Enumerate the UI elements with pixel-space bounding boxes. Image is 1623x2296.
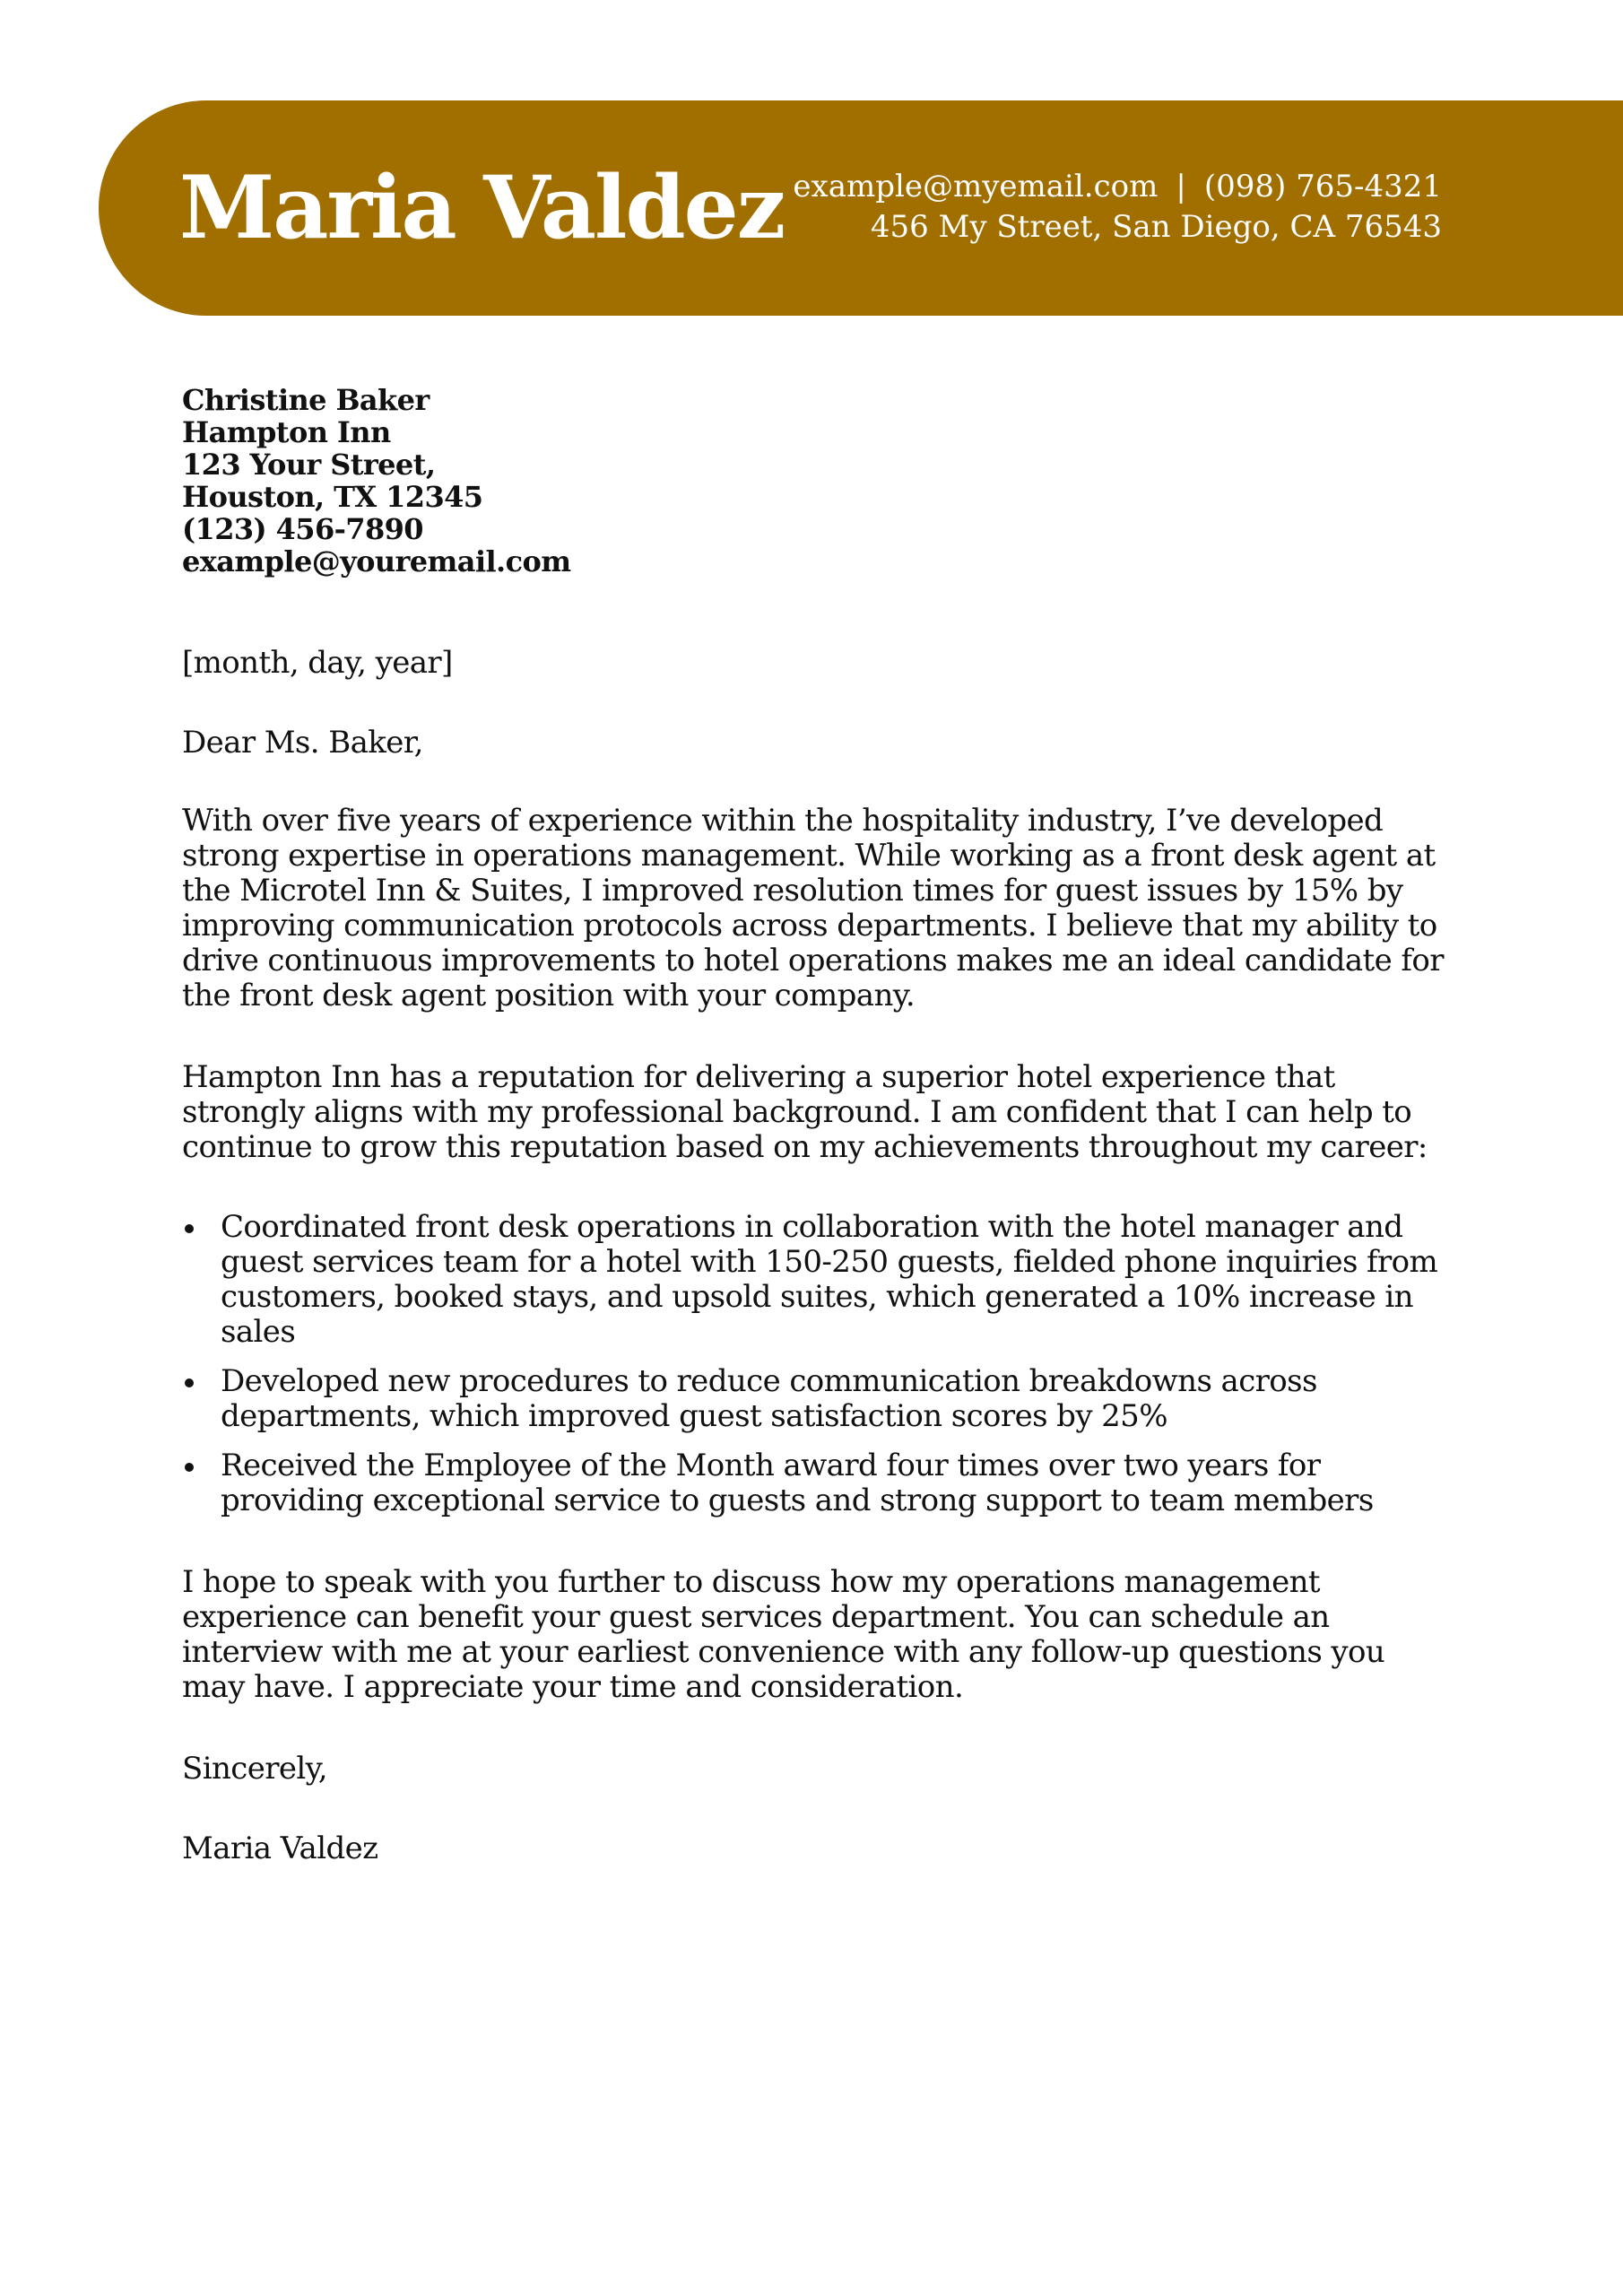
sender-contact — [793, 167, 1442, 248]
sender-address: 456 My Street, San Diego, CA 76543 — [870, 209, 1442, 245]
contact-separator: | — [1176, 169, 1186, 204]
bullet-dot-icon — [185, 1463, 194, 1472]
recipient-street: 123 Your Street, — [182, 448, 436, 482]
signature: Maria Valdez — [182, 1831, 378, 1866]
recipient-city: Houston, TX 12345 — [182, 480, 483, 514]
salutation: Dear Ms. Baker, — [182, 725, 423, 761]
sender-phone: (098) 765-4321 — [1203, 169, 1442, 204]
bullet-dot-icon — [185, 1378, 194, 1387]
paragraph-achievements-intro: Hampton Inn has a reputation for delivering a superior hotel experience that strongly aligns with my professional background. I am confident that I can help to continue to grow this reputation based on my achievements throughout my career: — [182, 1059, 1428, 1165]
recipient-block — [182, 384, 1455, 578]
bullet-dot-icon — [185, 1224, 194, 1233]
list-item — [182, 1448, 1455, 1518]
list-item — [182, 1364, 1455, 1434]
list-item-text: Received the Employee of the Month award four times over two years for providing exceptional service to guests and strong support to team members — [221, 1448, 1374, 1518]
sender-email: example@myemail.com — [793, 169, 1159, 204]
paragraph-intro: With over five years of experience within the hospitality industry, I’ve developed strong expertise in operations management. While working as a front desk agent at the Microtel Inn & Suites, I improved resolution times for guest issues by 15% by improving communication protocols across departments. I believe that my ability to drive continuous improvements to hotel operations makes me an ideal candidate for the front desk agent position with your company. — [182, 803, 1444, 1013]
list-item-text: Coordinated front desk operations in collaboration with the hotel manager and guest services team for a hotel with 150-250 guests, fielded phone inquiries from customers, booked stays, and upsold suites, which generated a 10% increase in sales — [221, 1209, 1438, 1350]
sender-contact-line-1 — [793, 167, 1442, 207]
list-item — [182, 1210, 1455, 1350]
letter-date: [month, day, year] — [182, 645, 453, 681]
letter-body — [182, 384, 1455, 1866]
recipient-name: Christine Baker — [182, 383, 430, 417]
list-item-text: Developed new procedures to reduce communication breakdowns across departments, which improved guest satisfaction scores by 25% — [221, 1363, 1317, 1434]
recipient-company: Hampton Inn — [182, 415, 391, 449]
recipient-email: example@youremail.com — [182, 544, 571, 578]
paragraph-closing: I hope to speak with you further to discuss how my operations management experience can benefit your guest services department. You can schedule an interview with me at your earliest convenience with any follow-up questions you may have. I appreciate your time and consideration. — [182, 1564, 1385, 1705]
recipient-phone: (123) 456-7890 — [182, 512, 423, 546]
closing: Sincerely, — [182, 1751, 327, 1787]
achievement-list — [182, 1210, 1455, 1518]
sender-name: Maria Valdez — [179, 157, 785, 258]
